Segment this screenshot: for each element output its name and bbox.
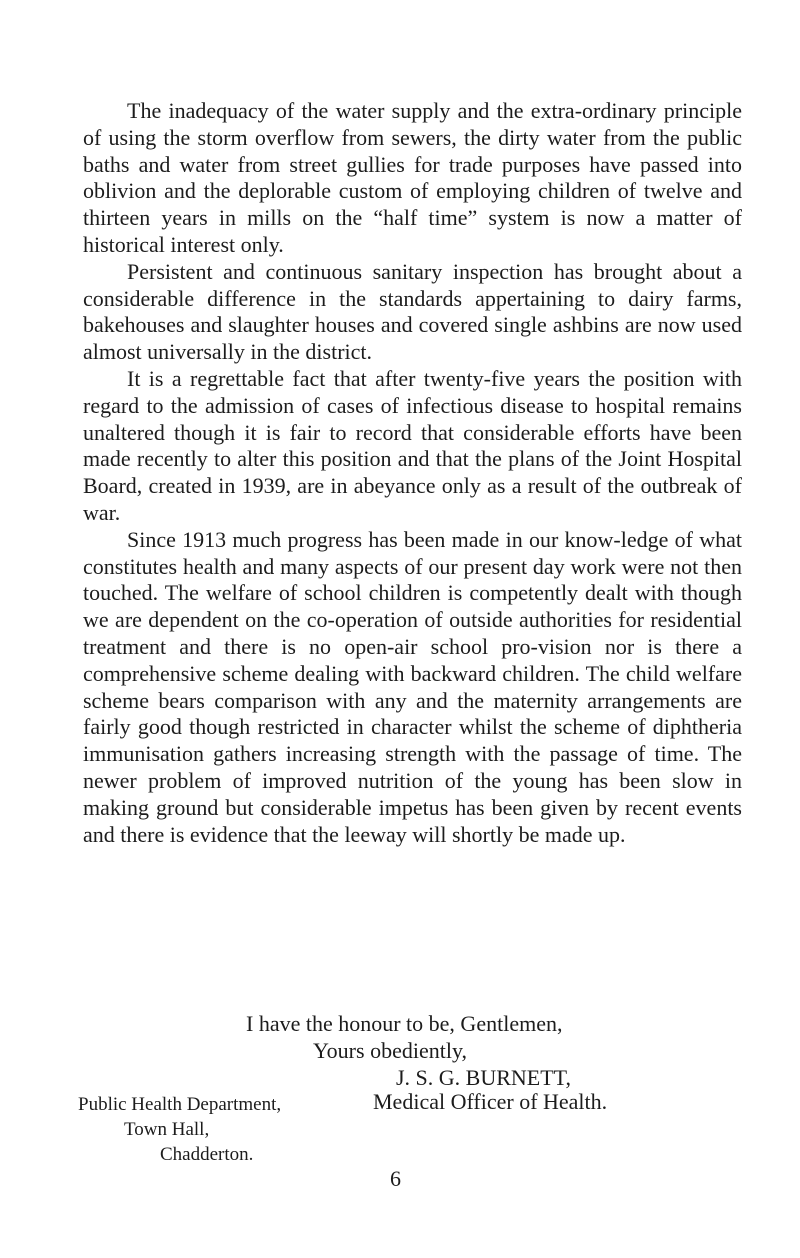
signature-title: Medical Officer of Health. bbox=[373, 1089, 608, 1114]
address-line-department: Public Health Department, bbox=[78, 1094, 282, 1115]
paragraph-sanitary-inspection: Persistent and continuous sanitary inspection has brought about a considerable difference in the standards appertaining to dairy farms, bakehouses and slaughter houses and covered single ashbins are now used almost universally in the district. bbox=[83, 258, 742, 365]
closing-honour-line: I have the honour to be, Gentlemen, bbox=[246, 1011, 563, 1036]
paragraph-infectious-disease: It is a regrettable fact that after twenty-five years the position with regard to the admission of cases of infectious disease to hospital remains unaltered though it is fair to record that considerable efforts have been made recently to alter this position and that the plans of the Joint Hospital Board, created in 1939, are in abeyance only as a result of the outbreak of war. bbox=[83, 365, 742, 525]
page-number: 6 bbox=[390, 1166, 401, 1191]
closing-yours-line: Yours obediently, bbox=[313, 1038, 468, 1063]
paragraph-water-supply: The inadequacy of the water supply and the extra-ordinary principle of using the storm overflow from sewers, the dirty water from the public baths and water from street gullies for trade purposes have passed into oblivion and the deplorable custom of employing children of twelve and thirteen years in mills on the “half time” system is now a matter of historical interest only. bbox=[83, 98, 742, 257]
address-line-town-hall: Town Hall, bbox=[124, 1119, 210, 1140]
report-body bbox=[83, 98, 742, 848]
signature-name: J. S. G. BURNETT, bbox=[396, 1065, 571, 1090]
address-line-town: Chadderton. bbox=[160, 1144, 254, 1165]
paragraph-progress-since-1913: Since 1913 much progress has been made in our know-ledge of what constitutes health and many aspects of our present day work were not then touched. The welfare of school children is competently dealt with though we are dependent on the co-operation of outside authorities for residential treatment and there is no open-air school pro-vision nor is there a comprehensive scheme dealing with backward children. The child welfare scheme bears comparison with any and the maternity arrangements are fairly good though restricted in character whilst the scheme of diphtheria immunisation gathers increasing strength with the passage of time. The newer problem of improved nutrition of the young has been slow in making ground but considerable impetus has been given by recent events and there is evidence that the leeway will shortly be made up. bbox=[83, 526, 742, 847]
